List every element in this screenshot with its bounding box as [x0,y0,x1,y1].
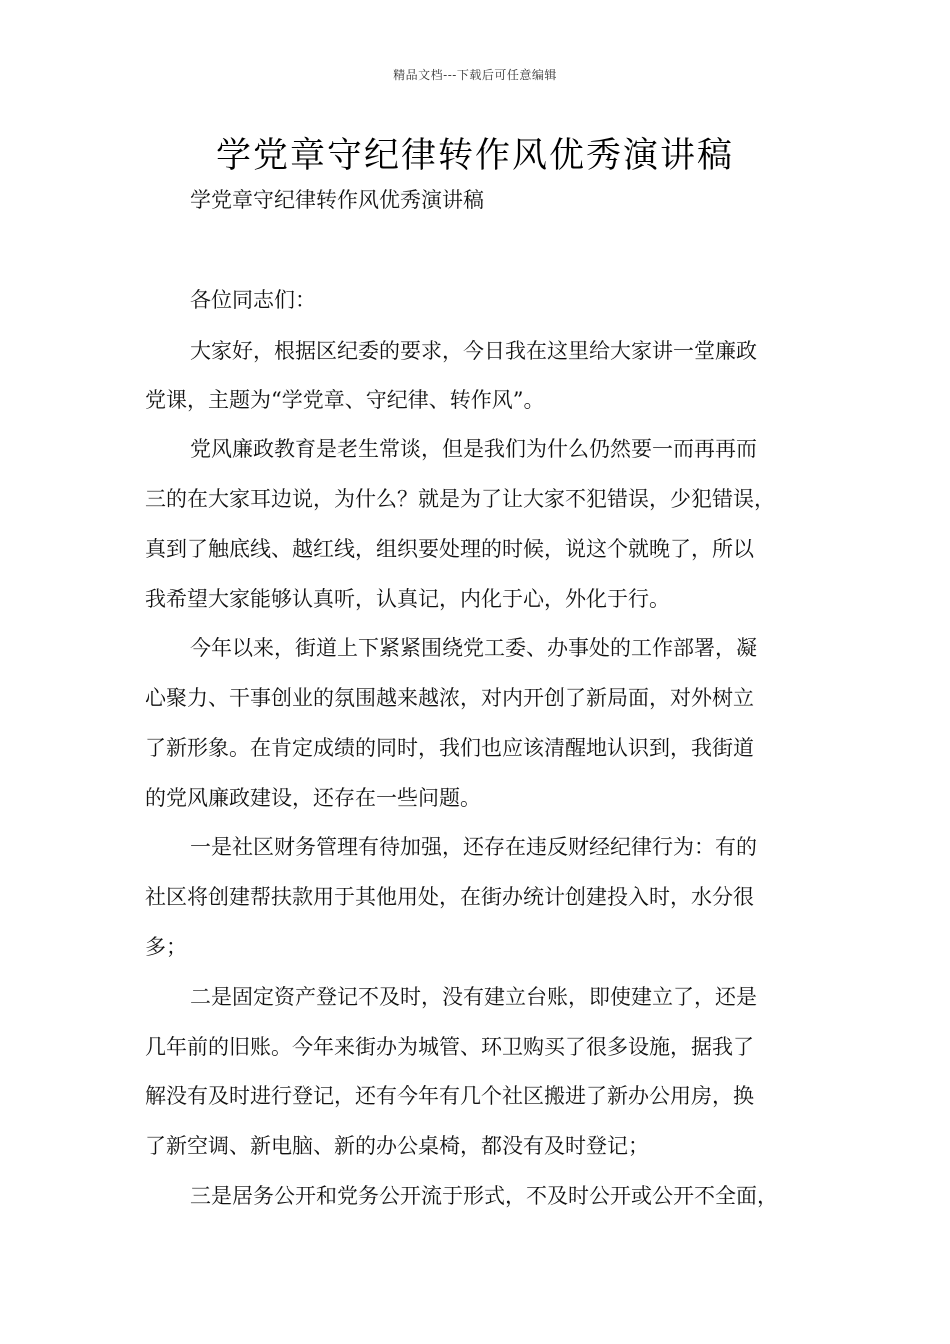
paragraph-line: 多； [145,935,187,959]
paragraph-line: 三的在大家耳边说，为什么？就是为了让大家不犯错误，少犯错误， [145,487,775,511]
paragraph-line: 大家好，根据区纪委的要求，今日我在这里给大家讲一堂廉政 [190,339,757,363]
paragraph-line: 真到了触底线、越红线，组织要处理的时候，说这个就晚了，所以 [145,537,754,561]
paragraph-line: 心聚力、干事创业的氛围越来越浓，对内开创了新局面，对外树立 [145,686,754,710]
paragraph-line: 党风廉政教育是老生常谈，但是我们为什么仍然要一而再再而 [190,437,757,461]
paragraph-line: 三是居务公开和党务公开流于形式，不及时公开或公开不全面， [190,1184,778,1208]
document-title: 学党章守纪律转作风优秀演讲稿 [215,136,734,176]
paragraph-line: 了新空调、新电脑、新的办公桌椅，都没有及时登记； [145,1134,649,1158]
paragraph-line: 一是社区财务管理有待加强，还存在违反财经纪律行为：有的 [190,835,757,859]
paragraph-line: 党课，主题为“学党章、守纪律、转作风”。 [145,388,545,412]
paragraph-line: 社区将创建帮扶款用于其他用处，在街办统计创建投入时，水分很 [145,885,754,909]
document-subtitle: 学党章守纪律转作风优秀演讲稿 [190,188,484,212]
paragraph-line: 今年以来，街道上下紧紧围绕党工委、办事处的工作部署，凝 [190,636,757,660]
header-note: 精品文档---下载后可任意编辑 [393,68,557,82]
paragraph-line: 了新形象。在肯定成绩的同时，我们也应该清醒地认识到，我街道 [145,736,754,760]
paragraph-line: 解没有及时进行登记，还有今年有几个社区搬进了新办公用房，换 [145,1084,754,1108]
paragraph-line: 几年前的旧账。今年来街办为城管、环卫购买了很多设施，据我了 [145,1035,754,1059]
paragraph-line: 二是固定资产登记不及时，没有建立台账，即使建立了，还是 [190,985,757,1009]
paragraph-line: 的党风廉政建设，还存在一些问题。 [145,786,481,810]
salutation-line: 各位同志们： [190,288,316,312]
paragraph-line: 我希望大家能够认真听，认真记，内化于心，外化于行。 [145,587,670,611]
